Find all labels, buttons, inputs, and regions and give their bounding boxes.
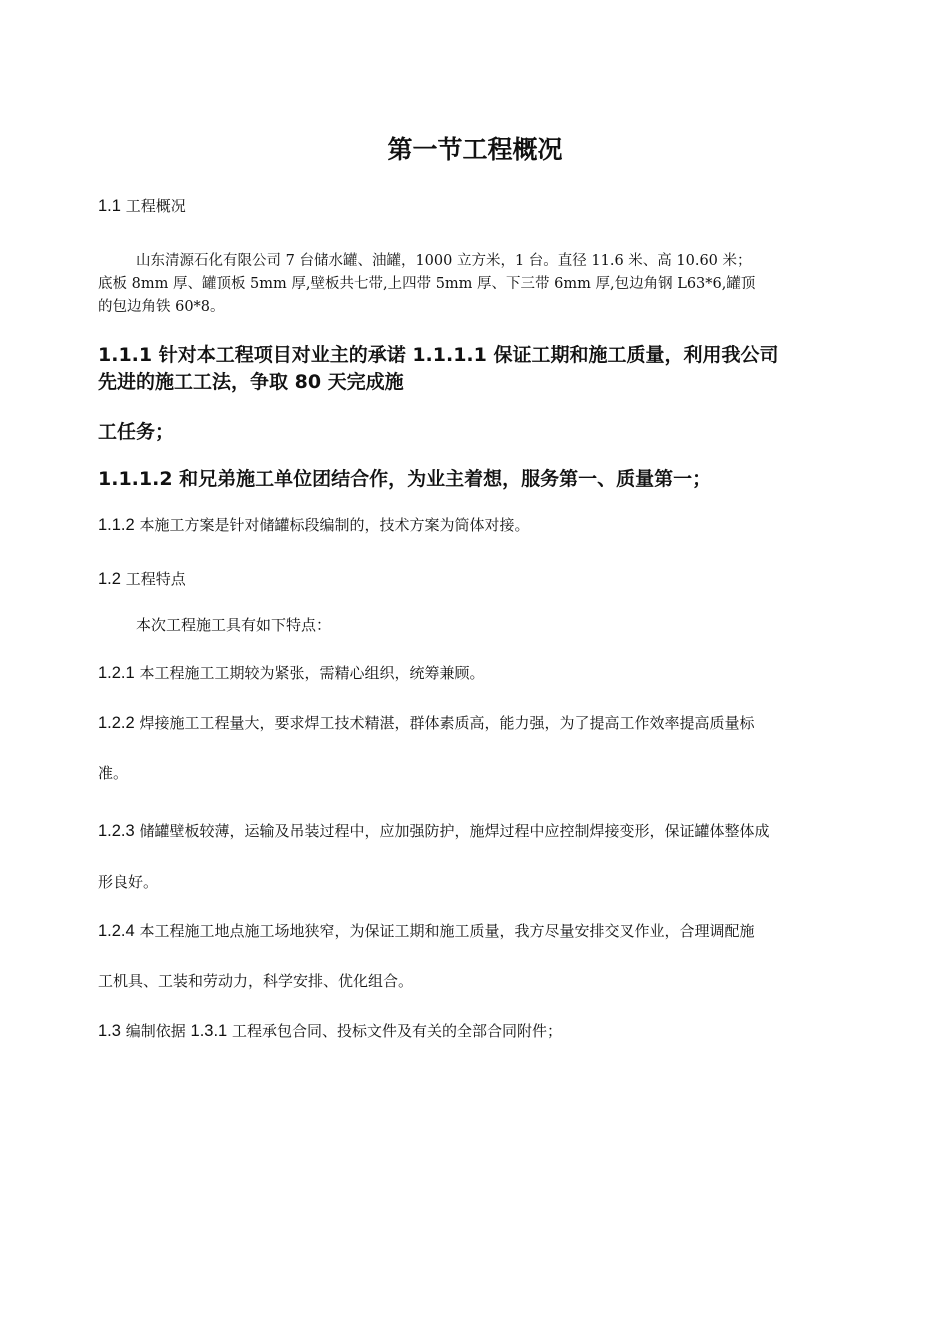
heading-number: 1.1.2 (98, 516, 135, 534)
overview-line-2: 底板 8mm 厚、罐顶板 5mm 厚,壁板共七带,上四带 5mm 厚、下三带 6mm 厚,包边角钢 L63*6,罐顶 (98, 276, 756, 292)
overview-line-1: 山东清源石化有限公司 7 台储水罐、油罐，1000 立方米，1 台。直径 11.6 米、高 10.60 米； (136, 253, 752, 269)
item-text: 本工程施工工期较为紧张，需精心组织，统筹兼顾。 (139, 664, 485, 682)
heading-text: 本施工方案是针对储罐标段编制的，技术方案为筒体对接。 (139, 516, 530, 534)
heading-1-1-2 (98, 514, 530, 536)
heading-text: 编制依据 (125, 1022, 186, 1040)
commitment-line-2: 先进的施工工法，争取 80 天完成施 (98, 371, 404, 393)
commitment-line-4: 1.1.1.2 和兄弟施工单位团结合作，为业主着想，服务第一、质量第一； (98, 468, 712, 490)
item-1-2-4-continuation: 工机具、工装和劳动力，科学安排、优化组合。 (98, 972, 414, 990)
item-1-2-4 (98, 920, 755, 942)
item-number: 1.2.1 (98, 664, 135, 682)
heading-text: 工程特点 (125, 570, 186, 588)
heading-number: 1.2 (98, 570, 121, 588)
page-title: 第一节工程概况 (387, 135, 563, 164)
item-text: 储罐壁板较薄，运输及吊装过程中，应加强防护，施焊过程中应控制焊接变形，保证罐体整体成 (139, 822, 770, 840)
heading-1-3 (98, 1020, 562, 1042)
heading-text: 工程概况 (125, 197, 186, 215)
item-1-2-2 (98, 712, 755, 734)
sub-heading-text: 工程承包合同、投标文件及有关的全部合同附件； (232, 1022, 563, 1040)
heading-1-2 (98, 568, 186, 590)
item-text: 焊接施工工程量大，要求焊工技术精湛，群体素质高，能力强，为了提高工作效率提高质量标 (139, 714, 755, 732)
item-text: 本工程施工地点施工场地狭窄，为保证工期和施工质量，我方尽量安排交叉作业，合理调配施 (139, 922, 755, 940)
item-number: 1.2.4 (98, 922, 135, 940)
overview-line-3: 的包边角铁 60*8。 (98, 299, 225, 315)
item-1-2-3-continuation: 形良好。 (98, 873, 159, 891)
commitment-line-1: 1.1.1 针对本工程项目对业主的承诺 1.1.1.1 保证工期和施工质量，利用我公司 (98, 344, 779, 366)
sub-heading-number: 1.3.1 (190, 1022, 228, 1040)
features-intro: 本次工程施工具有如下特点： (136, 616, 332, 634)
heading-number: 1.1 (98, 197, 121, 215)
heading-number: 1.3 (98, 1022, 121, 1040)
item-1-2-2-continuation: 准。 (98, 764, 129, 782)
item-1-2-3 (98, 820, 770, 842)
item-number: 1.2.3 (98, 822, 135, 840)
item-number: 1.2.2 (98, 714, 135, 732)
heading-1-1 (98, 195, 186, 217)
commitment-line-3: 工任务； (98, 421, 175, 443)
item-1-2-1 (98, 662, 485, 684)
